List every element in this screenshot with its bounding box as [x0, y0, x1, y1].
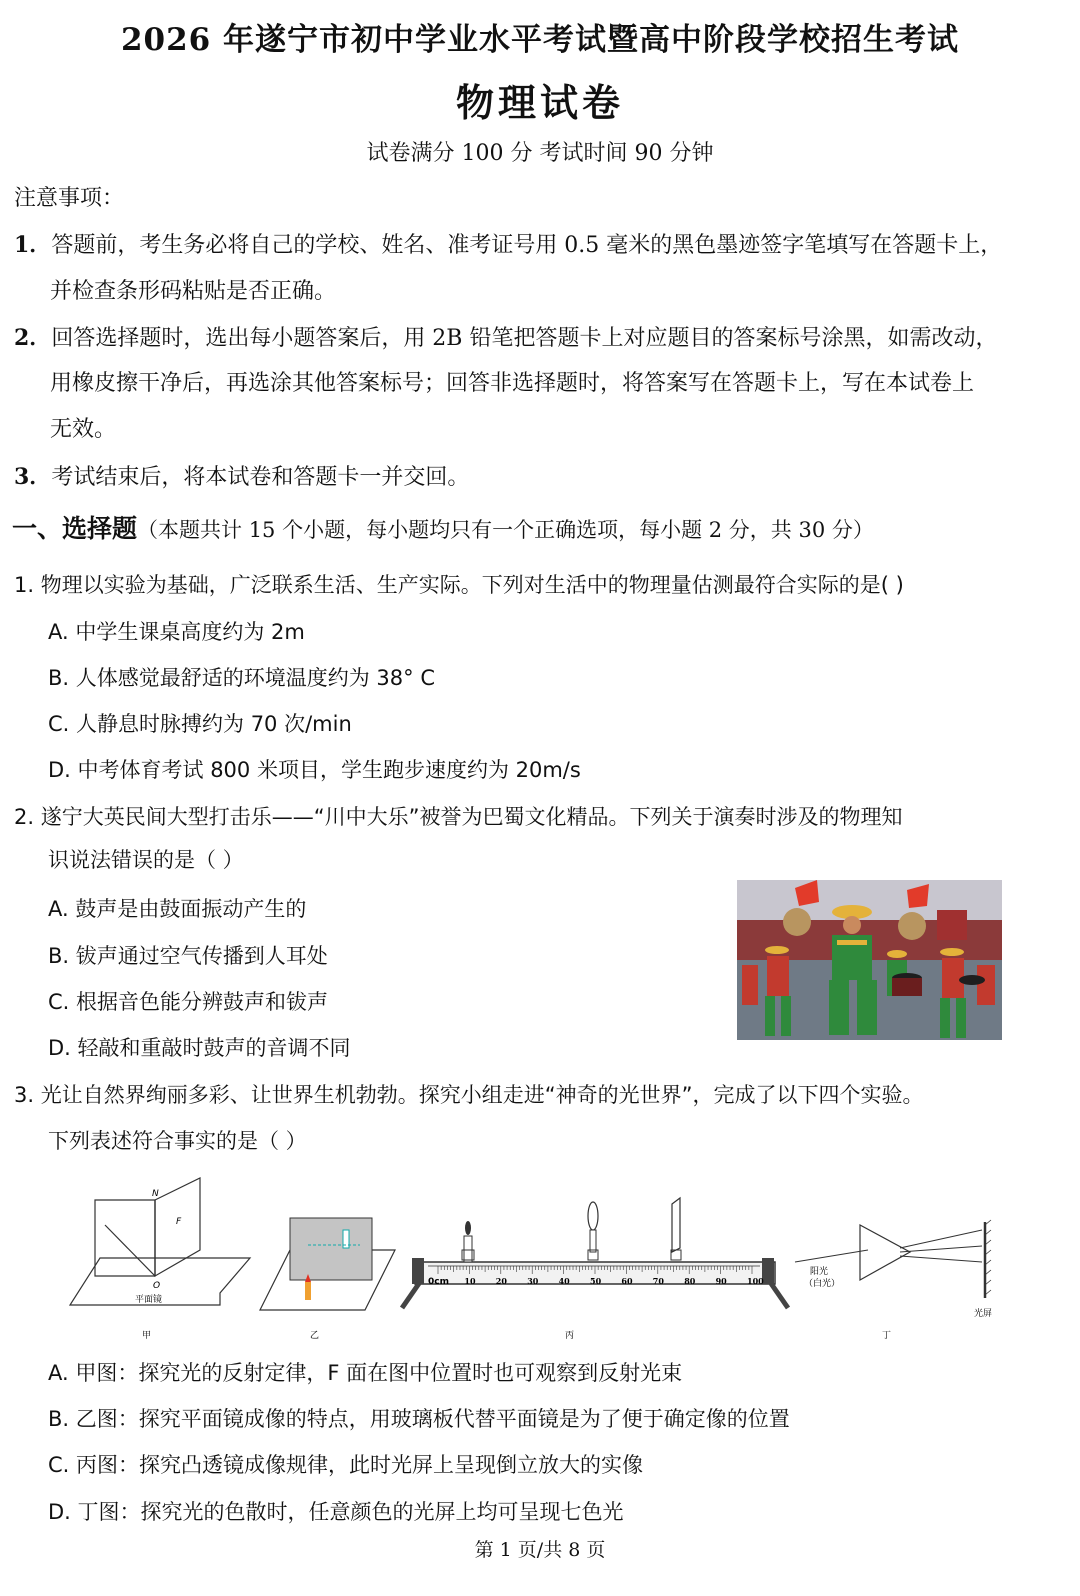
ruler-tick-label: 100 — [747, 1276, 764, 1286]
q3-option-b: B. 乙图：探究平面镜成像的特点，用玻璃板代替平面镜是为了便于确定像的位置 — [48, 1407, 790, 1431]
q1-option-d: D. 中考体育考试 800 米项目，学生跑步速度约为 20m/s — [48, 758, 581, 782]
question-3-stem-cont: 下列表述符合事实的是（ ） — [48, 1129, 307, 1153]
label-sunlight: 阳光 — [810, 1267, 829, 1277]
label-screen: 光屏 — [974, 1309, 993, 1319]
figure-yi — [260, 1218, 395, 1341]
q3-option-d: D. 丁图：探究光的色散时，任意颜色的光屏上均可呈现七色光 — [48, 1500, 624, 1524]
caption-ding: 丁 — [882, 1331, 892, 1341]
q1-option-a: A. 中学生课桌高度约为 2m — [48, 620, 305, 644]
notice-heading: 注意事项： — [14, 186, 125, 211]
notice-text: 回答选择题时，选出每小题答案后，用 2B 铅笔把答题卡上对应题目的答案标号涂黑，如需改动， — [51, 326, 998, 351]
label-white-light: （白光） — [804, 1279, 841, 1289]
ruler-tick-label: 70 — [652, 1276, 664, 1286]
q2-option-a: A. 鼓声是由鼓面振动产生的 — [48, 897, 307, 921]
label-mirror: 平面镜 — [135, 1295, 163, 1305]
notice-num: 2． — [14, 325, 52, 351]
notice-text: 考试结束后，将本试卷和答题卡一并交回。 — [51, 465, 470, 490]
caption-jia: 甲 — [142, 1331, 152, 1341]
label-f: F — [176, 1217, 182, 1227]
caption-yi: 乙 — [310, 1331, 320, 1341]
exam-info: 试卷满分 100 分 考试时间 90 分钟 — [366, 141, 714, 166]
question-2-stem-cont: 识说法错误的是（ ） — [48, 848, 244, 872]
figure-bing — [402, 1198, 788, 1341]
ruler-tick-label: 10 — [464, 1276, 476, 1286]
notice-text: 用橡皮擦干净后，再选涂其他答案标号；回答非选择题时，将答案写在答题卡上，写在本试卷上 — [50, 371, 975, 396]
ruler-tick-label: 60 — [621, 1276, 633, 1286]
figure-jia — [70, 1178, 250, 1341]
notice-text: 无效。 — [50, 417, 117, 442]
ruler-tick-label: 30 — [527, 1276, 539, 1286]
optics-figures — [60, 1170, 1020, 1350]
subject-title: 物理试卷 — [455, 80, 624, 125]
ruler-unit: 0cm — [428, 1277, 449, 1287]
notice-text: 并检查条形码粘贴是否正确。 — [50, 279, 337, 304]
question-3-stem: 3. 光让自然界绚丽多彩、让世界生机勃勃。探究小组走进“神奇的光世界”，完成了以下四个实验。 — [14, 1083, 924, 1107]
section-title: 一、选择题 — [12, 514, 138, 543]
exam-title: 2026 年遂宁市初中学业水平考试暨高中阶段学校招生考试 — [120, 22, 960, 58]
notice-num: 3． — [14, 464, 52, 490]
page-footer: 第 1 页/共 8 页 — [474, 1539, 606, 1561]
notice-item-1 — [14, 230, 1002, 261]
notice-item-3 — [14, 462, 469, 493]
ruler-tick-label: 20 — [495, 1276, 507, 1286]
notice-text: 答题前，考生务必将自己的学校、姓名、准考证号用 0.5 毫米的黑色墨迹签字笔填写在答题卡上， — [51, 233, 1003, 258]
caption-bing: 丙 — [565, 1331, 575, 1341]
question-1-stem: 1. 物理以实验为基础，广泛联系生活、生产实际。下列对生活中的物理量估测最符合实际的是( ) — [14, 573, 904, 597]
performance-photo — [737, 880, 1002, 1040]
q2-option-b: B. 钹声通过空气传播到人耳处 — [48, 944, 328, 968]
q3-option-a: A. 甲图：探究光的反射定律，F 面在图中位置时也可观察到反射光束 — [48, 1361, 683, 1385]
ruler-tick-label: 90 — [715, 1276, 727, 1286]
label-n: N — [152, 1189, 159, 1199]
section-subtitle: （本题共计 15 个小题，每小题均只有一个正确选项，每小题 2 分，共 30 分） — [137, 518, 874, 542]
notice-item-2 — [14, 323, 997, 354]
section-header — [12, 514, 874, 545]
figure-ding — [795, 1220, 992, 1341]
q2-option-c: C. 根据音色能分辨鼓声和钹声 — [48, 990, 329, 1014]
q2-option-d: D. 轻敲和重敲时鼓声的音调不同 — [48, 1036, 351, 1060]
notice-num: 1． — [14, 232, 52, 258]
question-2-stem: 2. 遂宁大英民间大型打击乐——“川中大乐”被誉为巴蜀文化精品。下列关于演奏时涉及的物理知 — [14, 805, 903, 829]
ruler-tick-label: 40 — [558, 1276, 570, 1286]
q3-option-c: C. 丙图：探究凸透镜成像规律，此时光屏上呈现倒立放大的实像 — [48, 1453, 644, 1477]
ruler-tick-label: 80 — [684, 1276, 696, 1286]
label-o: O — [153, 1281, 161, 1291]
ruler-tick-label: 50 — [590, 1276, 602, 1286]
q1-option-b: B. 人体感觉最舒适的环境温度约为 38° C — [48, 666, 435, 690]
q1-option-c: C. 人静息时脉搏约为 70 次/min — [48, 712, 352, 736]
